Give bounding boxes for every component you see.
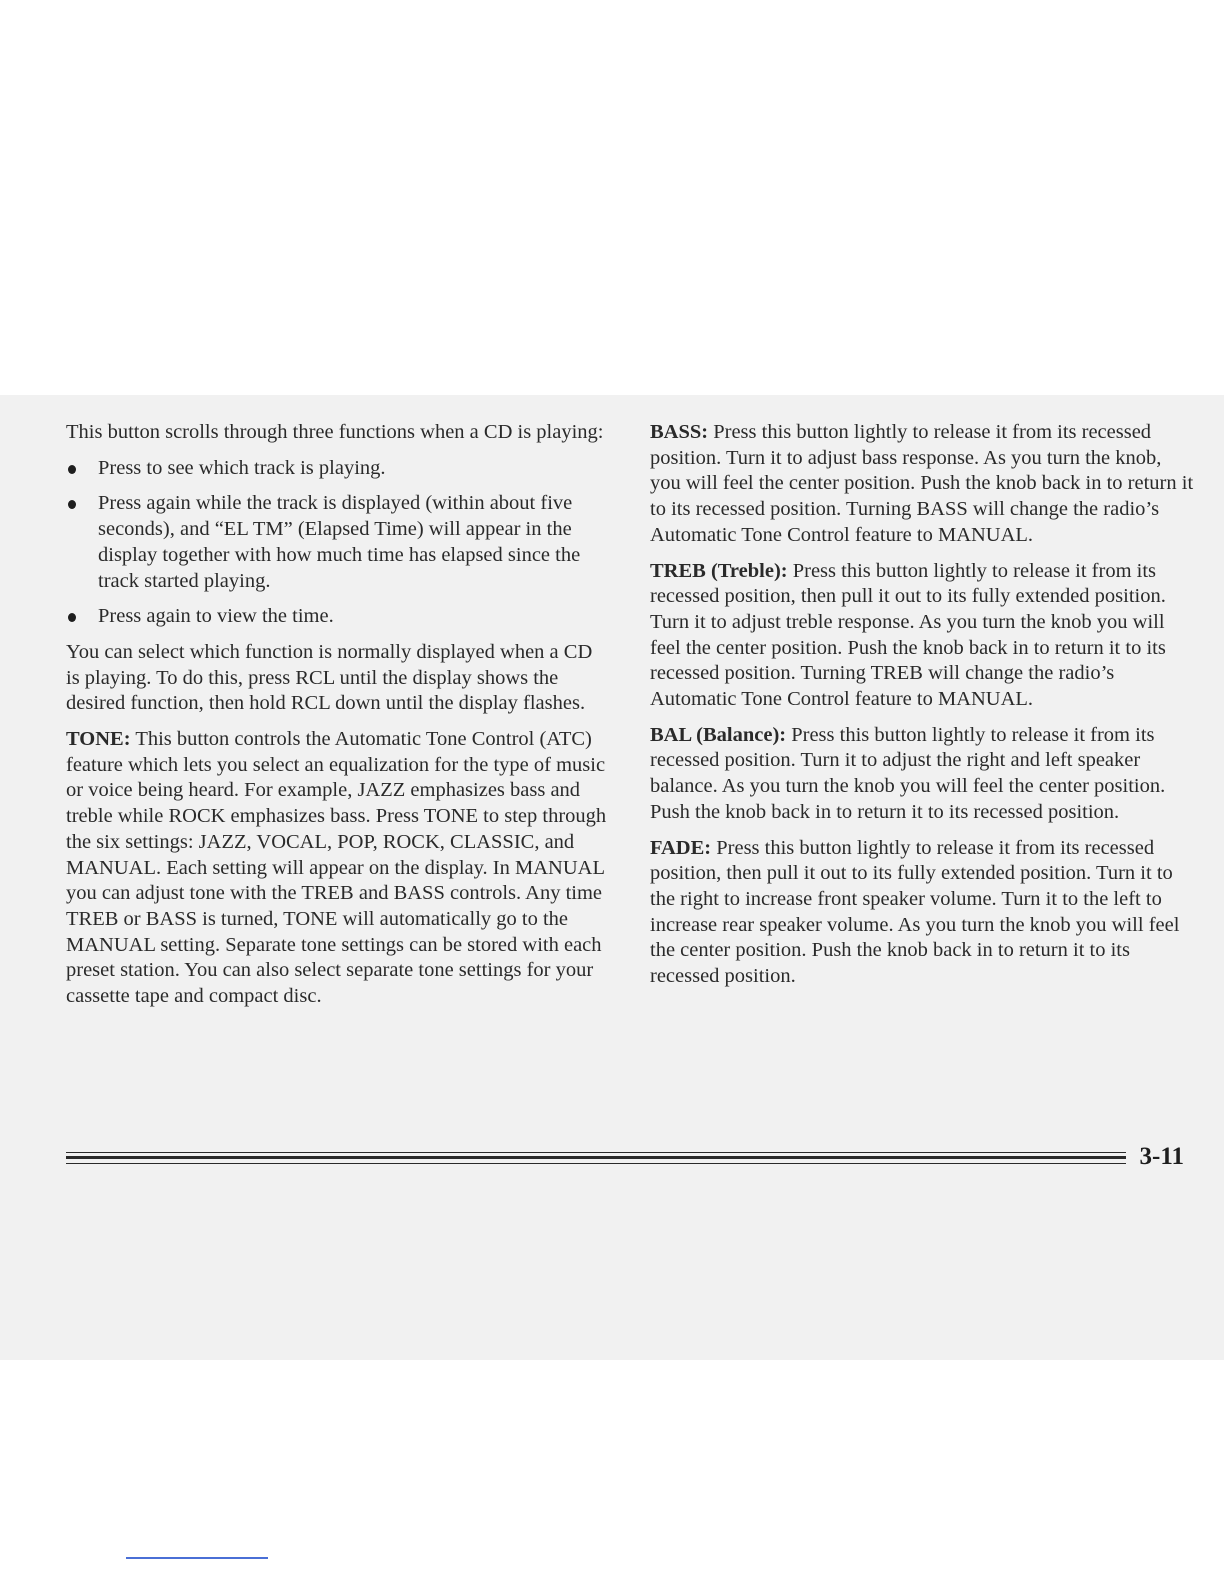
list-item-text: Press again to view the time.: [98, 605, 334, 628]
list-item-text: Press to see which track is playing.: [98, 456, 386, 479]
fade-paragraph: [650, 836, 1195, 990]
bass-text: Press this button lightly to release it from its recessed position. Turn it to adjust bass response. As you turn the knob, you will feel the center position. Push the knob back in to return it to its recessed position. Turning BASS will change the radio’s Automatic Tone Control feature to MANUAL.: [650, 421, 1194, 546]
treb-term: TREB (Treble):: [650, 559, 788, 582]
footer-divider: [66, 1152, 1126, 1166]
intro-paragraph: This button scrolls through three functions when a CD is playing:: [66, 421, 604, 443]
right-column: [650, 420, 1195, 1000]
fade-term: FADE:: [650, 836, 712, 859]
divider-line: [66, 1156, 1126, 1159]
bottom-underline: [126, 1557, 268, 1559]
divider-line: [66, 1163, 1126, 1164]
tone-paragraph: [66, 727, 611, 1010]
bal-paragraph: [650, 723, 1195, 826]
bass-paragraph: [650, 420, 1195, 549]
bal-term: BAL (Balance):: [650, 723, 787, 746]
cd-function-list: [66, 456, 611, 630]
page-number: 3-11: [1139, 1143, 1184, 1170]
treb-paragraph: [650, 559, 1195, 713]
tone-term: TONE:: [66, 728, 131, 751]
list-item: [66, 491, 611, 594]
list-item: [66, 604, 611, 630]
fade-text: Press this button lightly to release it from its recessed position, then pull it out to its fully extended position. Turn it to the right to increase front speaker volume. Turn it to the left to increase rear speaker volume. As you turn the knob you will feel the center position. Push the knob back in to return it to its recessed position.: [650, 836, 1180, 988]
divider-line: [66, 1152, 1126, 1153]
treb-text: Press this button lightly to release it from its recessed position, then pull it out to its fully extended position. Turn it to adjust treble response. As you turn the knob you will feel the center position. Push the knob back in to return it to its recessed position. Turning TREB will change the radio’s Automatic Tone Control feature to MANUAL.: [650, 559, 1166, 711]
left-column: [66, 420, 611, 1020]
select-function-paragraph: You can select which function is normally displayed when a CD is playing. To do this, press RCL until the display shows the desired function, then hold RCL down until the display flashes.: [66, 640, 593, 715]
list-item: [66, 456, 611, 482]
bullet-icon: [68, 465, 76, 474]
bal-text: Press this button lightly to release it from its recessed position. Turn it to adjust the right and left speaker balance. As you turn the knob you will feel the center position. Push the knob back in to return it to its recessed position.: [650, 723, 1166, 823]
bullet-icon: [68, 500, 76, 509]
tone-text: This button controls the Automatic Tone Control (ATC) feature which lets you select an equalization for the type of music or voice being heard. For example, JAZZ emphasizes bass and treble while ROCK emphasizes bass. Press TONE to step through the six settings: JAZZ, VOCAL, POP, ROCK, CLASSIC, and MANUAL. Each setting will appear on the display. In MANUAL you can adjust tone with the TREB and BASS controls. Any time TREB or BASS is turned, TONE will automatically go to the MANUAL setting. Separate tone settings can be stored with each preset station. You can also select separate tone settings for your cassette tape and compact disc.: [66, 728, 607, 1008]
list-item-text: Press again while the track is displayed (within about five seconds), and “EL TM” (Elapsed Time) will appear in the display together with how much time has elapsed since the track started playing.: [98, 492, 581, 592]
bullet-icon: [68, 613, 76, 622]
bass-term: BASS:: [650, 421, 709, 443]
